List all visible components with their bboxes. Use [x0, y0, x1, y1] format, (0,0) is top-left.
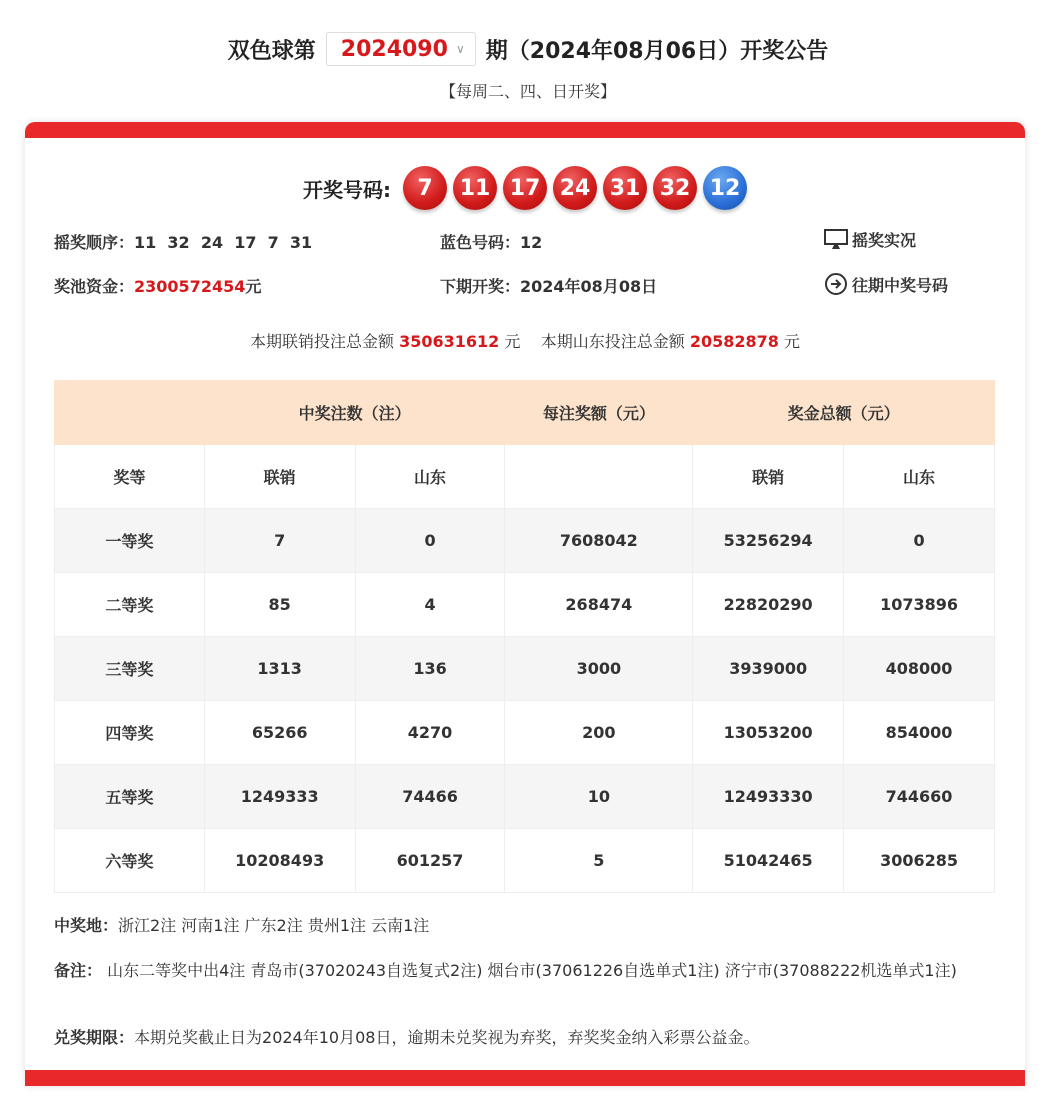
header-lx: 联销: [693, 445, 844, 509]
table-cell: 3006285: [844, 829, 995, 893]
table-cell: 4: [355, 573, 505, 637]
table-cell: 51042465: [693, 829, 844, 893]
table-cell: 53256294: [693, 509, 844, 573]
red-ball: 31: [603, 166, 647, 210]
table-row: [55, 765, 995, 829]
table-cell: 二等奖: [55, 573, 205, 637]
monitor-icon: [824, 229, 848, 251]
red-ball: 11: [453, 166, 497, 210]
table-cell: 7608042: [505, 509, 693, 573]
table-cell: 74466: [355, 765, 505, 829]
top-bar: [25, 122, 1025, 138]
table-cell: 三等奖: [55, 637, 205, 701]
table-cell: 13053200: [693, 701, 844, 765]
result-card: [25, 122, 1025, 1086]
red-ball: 24: [553, 166, 597, 210]
header-sd: 山东: [355, 445, 505, 509]
issue-select[interactable]: [326, 32, 476, 66]
history-link[interactable]: 往期中奖号码: [824, 272, 948, 296]
prize-table: [54, 380, 995, 893]
table-row: [55, 701, 995, 765]
table-cell: 4270: [355, 701, 505, 765]
table-cell: 3939000: [693, 637, 844, 701]
table-cell: 1073896: [844, 573, 995, 637]
red-ball: 17: [503, 166, 547, 210]
title-prefix: 双色球第: [227, 38, 316, 64]
table-row: [55, 829, 995, 893]
issue-value: 2024090: [340, 36, 448, 62]
table-cell: 一等奖: [55, 509, 205, 573]
table-cell: 12493330: [693, 765, 844, 829]
table-cell: 5: [505, 829, 693, 893]
table-cell: 601257: [355, 829, 505, 893]
header-each: 每注奖额（元）: [505, 381, 693, 445]
table-cell: 854000: [844, 701, 995, 765]
table-cell: 136: [355, 637, 505, 701]
table-row: [55, 509, 995, 573]
next-draw: 下期开奖：2024年08月08日: [440, 277, 658, 296]
table-cell: 3000: [505, 637, 693, 701]
draw-order: 摇奖顺序：11 32 24 17 7 31: [54, 233, 313, 252]
table-cell: 10208493: [204, 829, 355, 893]
sales-totals: 本期联销投注总金额 350631612 元 本期山东投注总金额 20582878 元: [249, 332, 801, 351]
table-cell: 10: [505, 765, 693, 829]
table-cell: 7: [204, 509, 355, 573]
header-lx: 联销: [204, 445, 355, 509]
blue-number: 蓝色号码：12: [440, 233, 543, 252]
bottom-bar: [25, 1070, 1025, 1086]
prize-pool: 奖池资金：2300572454元: [54, 277, 262, 296]
winning-locations: 中奖地：浙江2注 河南1注 广东2注 贵州1注 云南1注: [54, 916, 430, 935]
page-title: [0, 32, 1056, 66]
claim-deadline: 兑奖期限：本期兑奖截止日为2024年10月08日，逾期未兑奖视为弃奖，弃奖奖金纳入彩票公益金。: [54, 1028, 760, 1047]
numbers-label: 开奖号码:: [303, 177, 391, 202]
red-ball: 32: [653, 166, 697, 210]
table-cell: 1249333: [204, 765, 355, 829]
red-ball: 7: [403, 166, 447, 210]
table-cell: 22820290: [693, 573, 844, 637]
table-cell: 1313: [204, 637, 355, 701]
remarks: 备注： 山东二等奖中出4注 青岛市(37020243自选复式2注) 烟台市(37061226自选单式1注) 济宁市(37088222机选单式1注): [54, 961, 957, 980]
table-cell: 200: [505, 701, 693, 765]
table-cell: 744660: [844, 765, 995, 829]
blue-ball: 12: [703, 166, 747, 210]
header-sd: 山东: [844, 445, 995, 509]
header-count: 中奖注数（注）: [204, 381, 505, 445]
table-cell: 六等奖: [55, 829, 205, 893]
header-level: 奖等: [55, 445, 205, 509]
winning-numbers: [25, 166, 1025, 210]
live-draw-link[interactable]: 摇奖实况: [824, 228, 916, 251]
table-cell: 0: [355, 509, 505, 573]
table-cell: 408000: [844, 637, 995, 701]
draw-schedule: 【每周二、四、日开奖】: [439, 82, 616, 101]
header-total: 奖金总额（元）: [693, 381, 995, 445]
table-cell: 85: [204, 573, 355, 637]
table-cell: 268474: [505, 573, 693, 637]
table-cell: 五等奖: [55, 765, 205, 829]
chevron-down-icon: ∨: [455, 42, 465, 56]
title-suffix: 期（2024年08月06日）开奖公告: [485, 38, 829, 64]
table-row: [55, 573, 995, 637]
table-cell: 四等奖: [55, 701, 205, 765]
arrow-circle-right-icon: [824, 272, 848, 296]
table-cell: 0: [844, 509, 995, 573]
table-cell: 65266: [204, 701, 355, 765]
table-row: [55, 637, 995, 701]
